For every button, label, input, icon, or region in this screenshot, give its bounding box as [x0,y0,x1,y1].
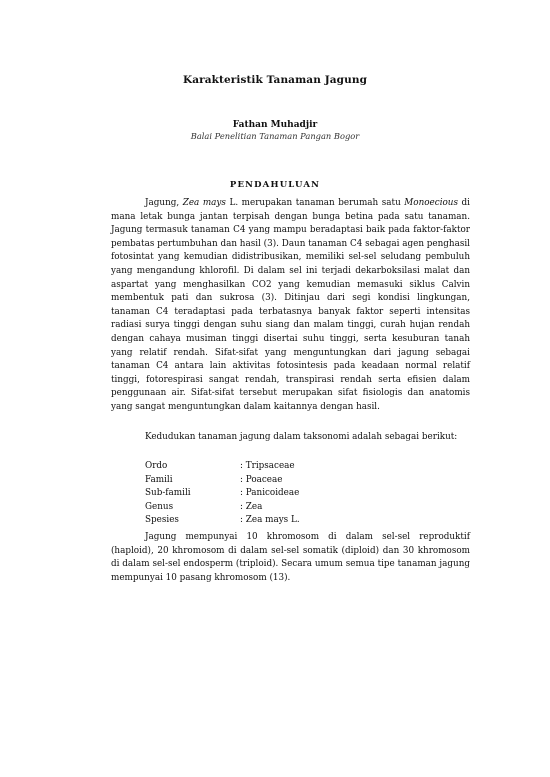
paragraph-chromosome: Jagung mempunyai 10 khromosom di dalam sel-sel reproduktif (haploid), 20 khromosom di dalam sel-sel somatik (diploid) dan 30 khromosom di dalam sel-sel endosperm (triploid). Secara umum semua tipe tanaman jagung mempunyai 10 pasang khromosom (13). [111,532,470,583]
author-name: Fathan Muhadjir [232,120,318,130]
taxonomy-rank: Sub-famili [145,488,191,499]
taxonomy-row [145,487,445,501]
taxonomy-value: : Poaceae [240,474,283,485]
taxonomy-value: : Panicoideae [240,488,300,499]
taxonomy-row [145,514,445,528]
p1-rest: di mana letak bunga jantan terpisah dengan bunga betina pada satu tanaman. Jagung termasuk tanaman C4 yang mampu beradaptasi baik pada faktor-faktor pembatas pertumbuhan dan hasil (3). Daun tanaman C4 sebagai agen penghasil fotosintat yang kemudian didistribusikan, memiliki sel-sel seludang pembuluh yang mengandung khlorofil. Di dalam sel ini terjadi dekarboksilasi malat dan aspartat yang menghasilkan CO2 yang kemudian memasuki siklus Calvin membentuk pati dan sukrosa (3). Ditinjau dari segi kondisi lingkungan, tanaman C4 teradaptasi pada terbatasnya banyak faktor seperti intensitas radiasi surya tinggi dengan suhu siang dan malam tinggi, curah hujan rendah dengan cahaya musiman tinggi disertai suhu tinggi, serta kesuburan tanah yang relatif rendah. Sifat-sifat yang menguntungkan dari jagung sebagai tanaman C4 antara lain aktivitas fotosintesis pada keadaan normal relatif tinggi, fotorespirasi sangat rendah, transpirasi rendah serta efisien dalam penggunaan air. Sifat-sifat tersebut merupakan sifat fisiologis dan anatomis yang sangat menguntungkan dalam kaitannya dengan hasil. [111,198,470,412]
monoecious-term: Monoecious [404,198,458,208]
p1-after-species: L. merupakan tanaman berumah satu [225,198,405,208]
section-heading: PENDAHULUAN [229,180,321,190]
taxonomy-value: : Zea mays L. [240,515,300,526]
taxonomy-row [145,501,445,515]
taxonomy-row [145,474,445,488]
author-affiliation: Balai Penelitian Tanaman Pangan Bogor [190,131,360,141]
paragraph-taxonomy-intro: Kedudukan tanaman jagung dalam taksonomi adalah sebagai berikut: [145,432,458,442]
taxonomy-list [145,460,445,528]
taxonomy-value: : Tripsaceae [240,461,295,471]
document-title: Karakteristik Tanaman Jagung [182,74,368,86]
paragraph-intro [111,197,470,415]
species-name: Zea mays [182,198,226,208]
taxonomy-value: : Zea [240,501,263,512]
taxonomy-rank: Famili [145,474,173,485]
taxonomy-rank: Genus [145,501,174,512]
taxonomy-row [145,460,445,474]
taxonomy-rank: Ordo [145,461,168,471]
taxonomy-rank: Spesies [145,515,179,526]
p1-lead: Jagung, [145,198,183,208]
